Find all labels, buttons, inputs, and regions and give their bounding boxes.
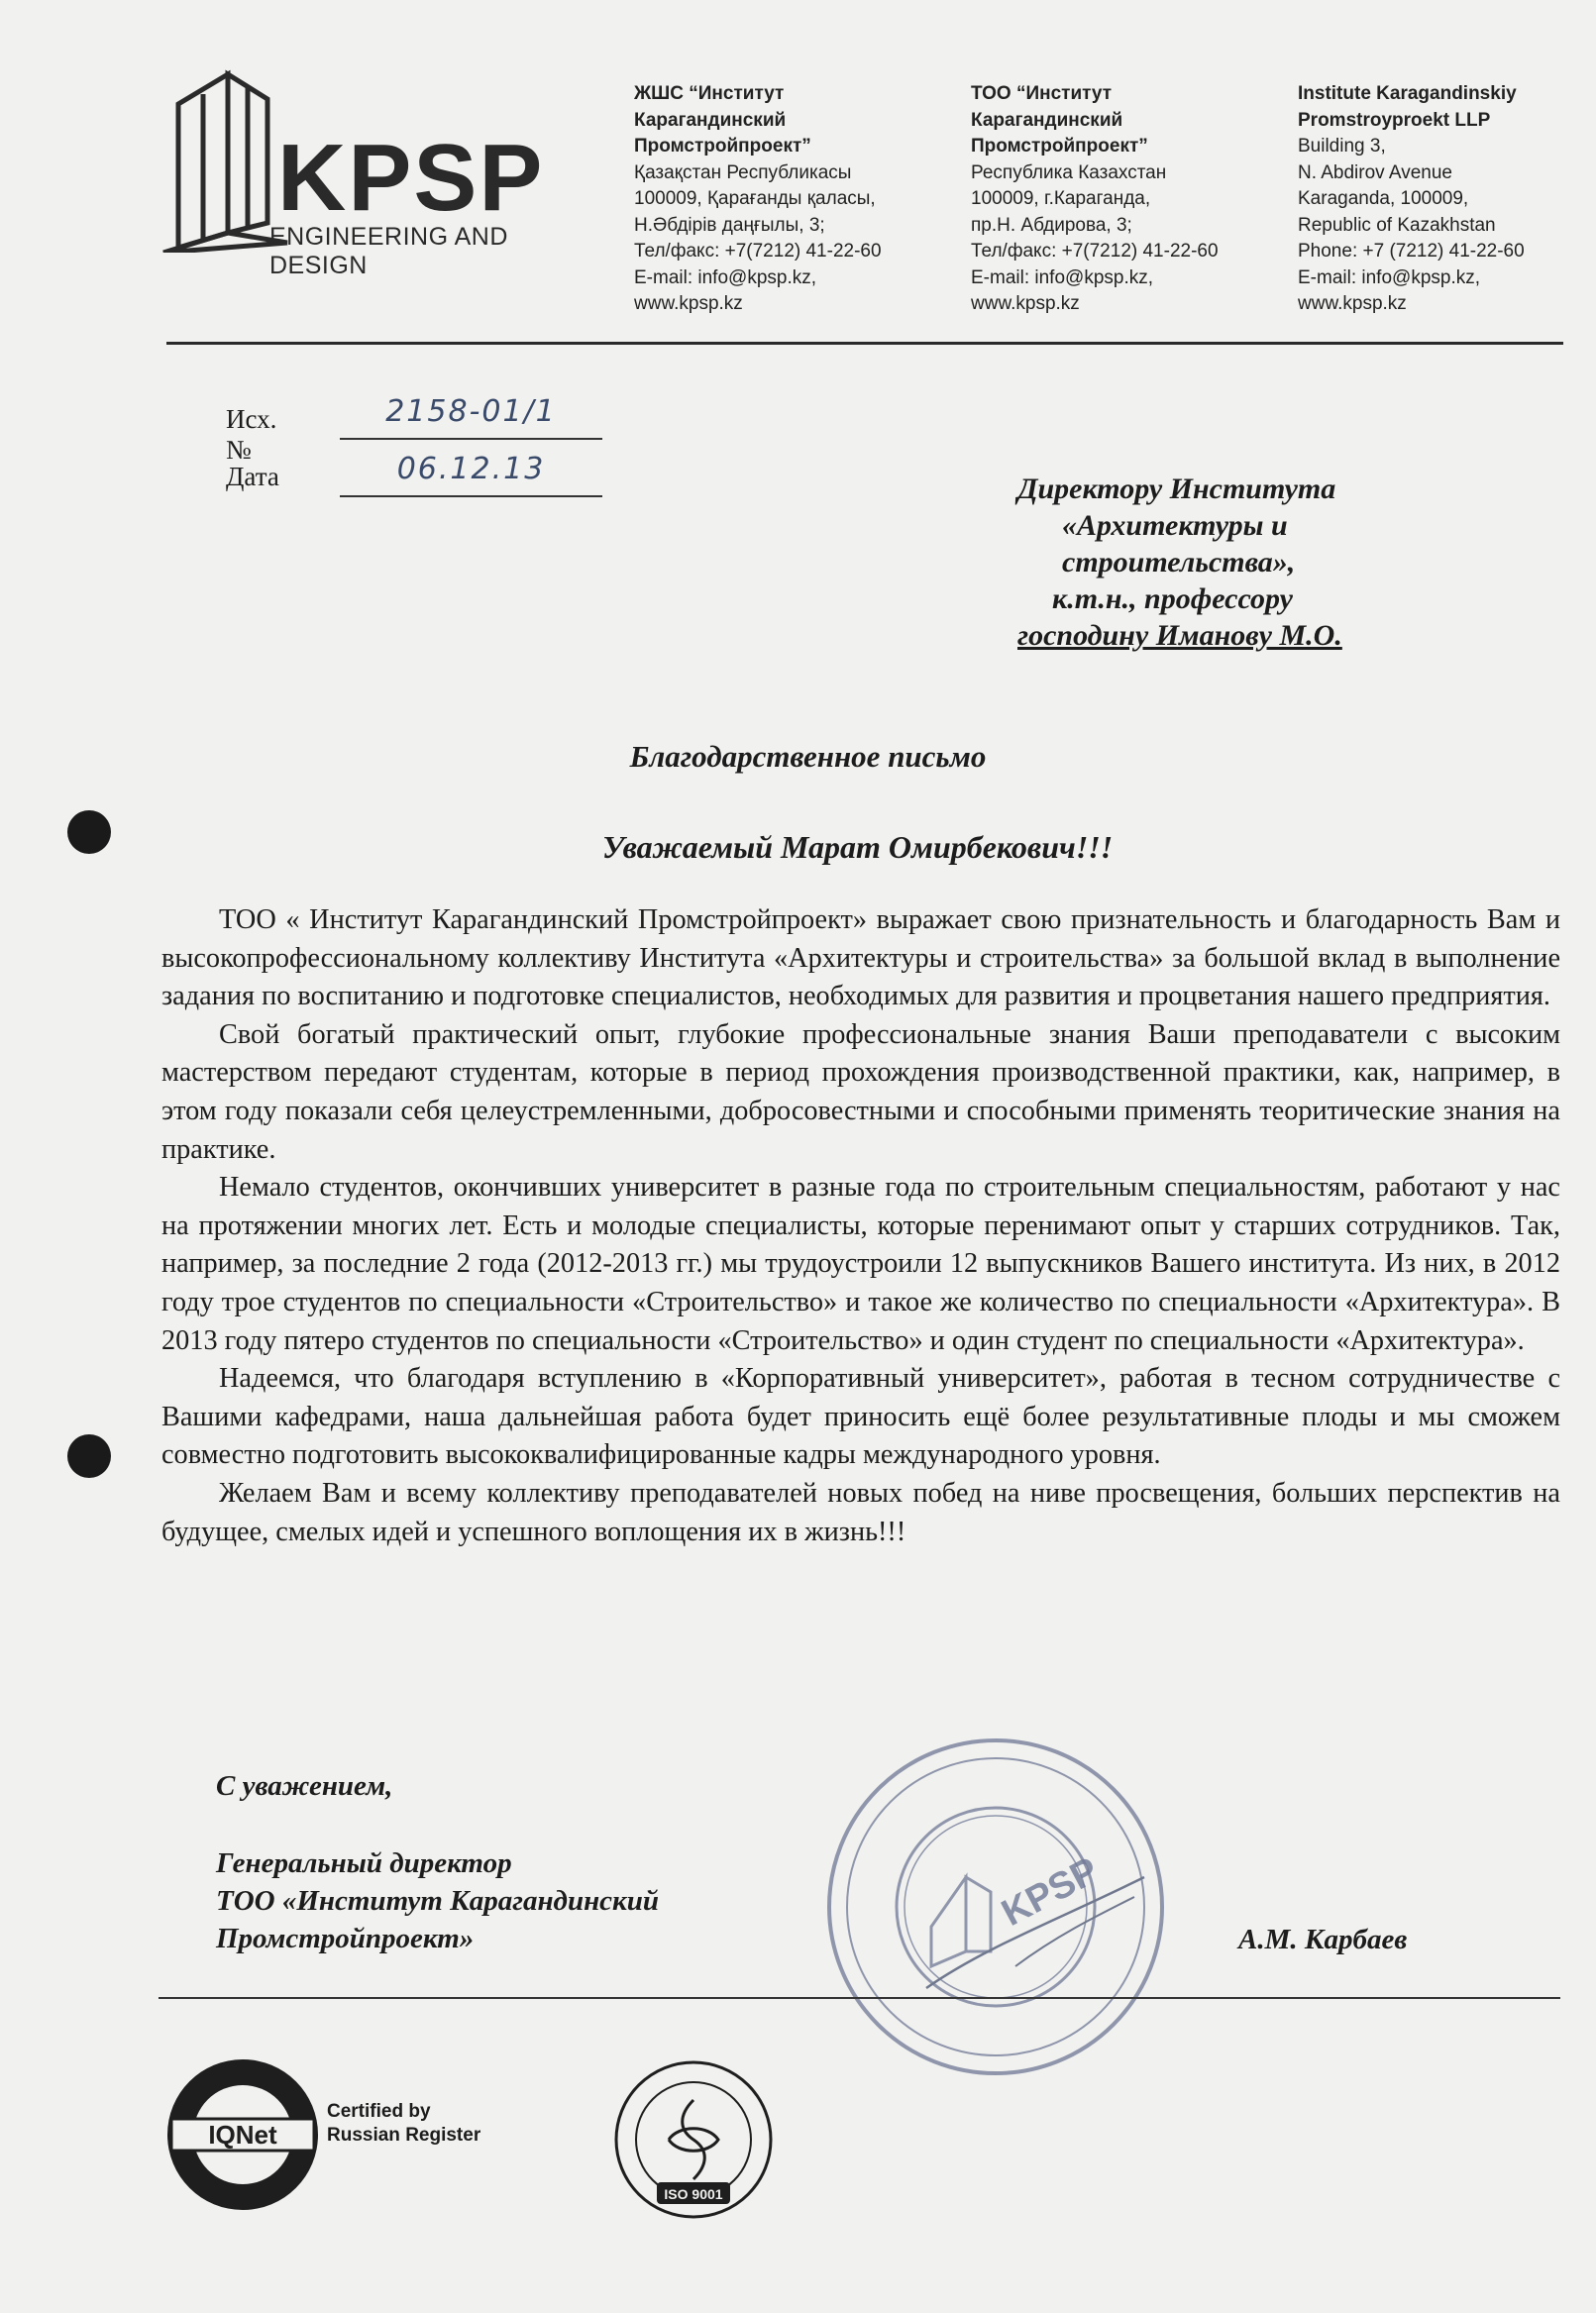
header-email-line: E-mail: info@kpsp.kz, [1298, 266, 1481, 288]
iso-9001-emblem-icon [609, 2055, 778, 2224]
footer-divider [159, 1997, 1560, 1999]
stamp-center-text: KPSP [995, 1849, 1106, 1935]
outgoing-number-label: Исх. № [226, 404, 277, 465]
addressee-line: к.т.н., профессору [1052, 582, 1293, 615]
iqnet-certification-badge-icon [163, 2055, 322, 2214]
header-name-line: ЖШС “Институт [634, 83, 785, 104]
kpsp-logo [159, 54, 594, 279]
header-name-line: ТОО “Институт [971, 83, 1113, 104]
letter-title: Благодарственное письмо [629, 739, 987, 774]
signatory-title-line: ТОО «Институт Карагандинский [216, 1885, 659, 1917]
logo-subtitle: ENGINEERING AND DESIGN [269, 223, 508, 279]
header-phone-line: Тел/факс: +7(7212) 41-22-60 [971, 241, 1219, 262]
signatory-name: А.М. Карбаев [1238, 1924, 1408, 1955]
body-paragraph: ТОО « Институт Карагандинский Промстройпроект» выражает свою признательность и благодарность Вам и высокопрофессиональному коллективу Института «Архитектуры и строительства» за большой вклад в выполнение задания по воспитанию и подготовке специалистов, необходимых для развития и процветания нашего предприятия. [161, 904, 1560, 1012]
header-address-line: Республика Казахстан [971, 161, 1167, 183]
date-label: Дата [226, 462, 279, 491]
certification-note [327, 2100, 480, 2148]
punch-hole [67, 1434, 111, 1478]
logo-wordmark: KPSP [277, 125, 545, 231]
header-address-line: 100009, г.Караганда, [971, 188, 1151, 209]
body-paragraph: Свой богатый практический опыт, глубокие профессиональные знания Ваши преподаватели с высоким мастерством передают студентам, которые в период прохождения производственной практики, как, например, в этом году показали себя целеустремленными, добросовестными и способными применять теоритические знания на практике. [161, 1018, 1560, 1165]
header-russian-column [971, 81, 1219, 318]
header-address-line: пр.Н. Абдирова, 3; [971, 214, 1132, 236]
addressee-line: строительства», [1062, 546, 1296, 578]
header-name-line: Промстройпроект” [971, 136, 1148, 157]
punch-hole [67, 810, 111, 854]
header-address-line: Қазақстан Республикасы [634, 161, 852, 183]
iqnet-badge-text: IQNet [208, 2120, 277, 2150]
header-website-line: www.kpsp.kz [971, 293, 1080, 314]
header-name-line: Карагандинский [971, 109, 1123, 131]
body-paragraph: Надеемся, что благодаря вступлению в «Корпоративный университет», работая в тесном сотрудничестве с Вашими кафедрами, наша дальнейшая работа будет приносить ещё более результативные плоды и мы сможем совместно подготовить высококвалифицированные кадры международного уровня. [161, 1363, 1560, 1471]
letter-body [161, 901, 1560, 1551]
iso-label: ISO 9001 [664, 2186, 723, 2202]
header-divider [166, 342, 1563, 345]
letter-greeting: Уважаемый Марат Омирбекович!!! [601, 829, 1114, 865]
addressee-line: Директору Института [1017, 473, 1336, 505]
header-phone-line: Phone: +7 (7212) 41-22-60 [1298, 241, 1525, 262]
certification-line: Certified by [327, 2101, 431, 2122]
header-email-line: E-mail: info@kpsp.kz, [634, 266, 817, 288]
header-website-line: www.kpsp.kz [634, 293, 743, 314]
signatory-title [216, 1844, 659, 1957]
body-paragraph: Желаем Вам и всему коллективу преподавателей новых побед на ниве просвещения, больших перспектив на будущее, смелых идей и успешного воплощения их в жизнь!!! [161, 1477, 1560, 1547]
header-email-line: E-mail: info@kpsp.kz, [971, 266, 1154, 288]
outgoing-number-value: 2158-01/1 [340, 394, 602, 440]
header-name-line: Карагандинский [634, 109, 787, 131]
header-name-line: Промстройпроект” [634, 136, 811, 157]
certification-line: Russian Register [327, 2125, 481, 2146]
header-name-line: Promstroyproekt LLP [1298, 109, 1491, 131]
signatory-title-line: Генеральный директор [216, 1847, 512, 1879]
addressee-line: господину Иманову М.О. [1017, 619, 1342, 652]
header-english-column [1298, 81, 1525, 318]
header-phone-line: Тел/факс: +7(7212) 41-22-60 [634, 241, 882, 262]
addressee-line: «Архитектуры и [1062, 509, 1288, 542]
header-website-line: www.kpsp.kz [1298, 293, 1407, 314]
signatory-title-line: Промстройпроект» [216, 1923, 475, 1954]
header-address-line: Н.Әбдірів даңғылы, 3; [634, 214, 825, 236]
header-address-line: Karaganda, 100009, [1298, 188, 1469, 209]
header-name-line: Institute Karagandinskiy [1298, 83, 1517, 104]
header-kazakh-column [634, 81, 882, 318]
header-address-line: 100009, Қарағанды қаласы, [634, 188, 876, 209]
header-address-line: Building 3, [1298, 136, 1386, 157]
company-seal-stamp [817, 1729, 1174, 2085]
header-address-line: Republic of Kazakhstan [1298, 214, 1496, 236]
header-address-line: N. Abdirov Avenue [1298, 161, 1452, 183]
body-paragraph: Немало студентов, окончивших университет в разные года по строительным специальностям, работают у нас на протяжении многих лет. Есть и молодые специалисты, которые перенимают опыт у старших сотрудников. Так, например, за последние 2 года (2012-2013 гг.) мы трудоустроили 12 выпускников Вашего института. Из них, в 2012 году трое студентов по специальности «Строительство» и такое же количество по специальности «Архитектура». В 2013 году пятеро студентов по специальности «Строительство» и один студент по специальности «Архитектура». [161, 1172, 1560, 1356]
closing-phrase: С уважением, [216, 1770, 393, 1802]
addressee-block [1001, 471, 1436, 654]
date-value: 06.12.13 [340, 452, 602, 497]
